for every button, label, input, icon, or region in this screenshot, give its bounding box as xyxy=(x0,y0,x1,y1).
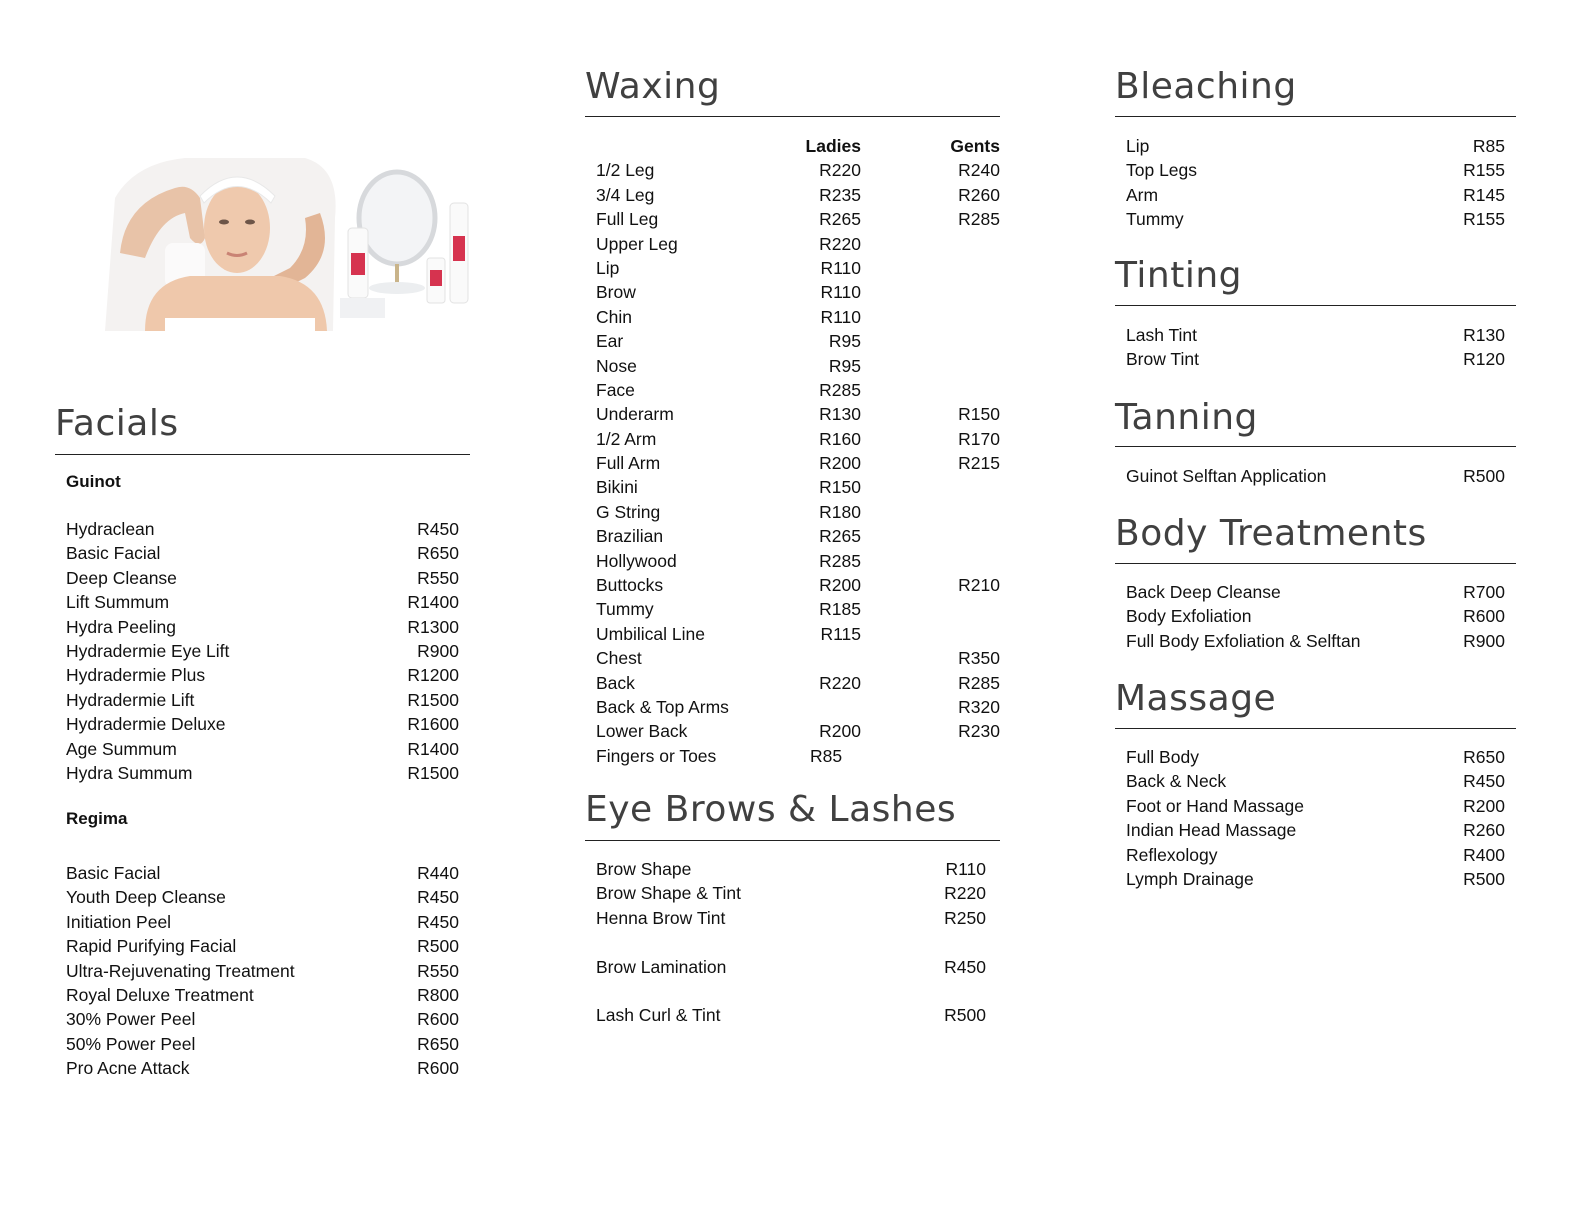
waxing-row: 1/2 Leg R220 R240 xyxy=(596,160,1000,181)
waxing-row: Umbilical Line R115 xyxy=(596,623,861,644)
waxing-row: Chin R110 xyxy=(596,306,861,327)
body-treatments-heading: Body Treatments xyxy=(1115,513,1427,554)
waxing-row: Fingers or Toes R85 xyxy=(596,745,843,766)
price-row: Rapid Purifying Facial R500 xyxy=(66,936,459,957)
guinot-subheading: Guinot xyxy=(66,472,121,491)
waxing-row: Back & Top Arms R320 xyxy=(596,696,1000,717)
waxing-row: Face R285 xyxy=(596,379,861,400)
price-row: Reflexology R400 xyxy=(1126,844,1505,865)
tanning-heading: Tanning xyxy=(1115,397,1258,438)
price-row: Hydradermie Eye Lift R900 xyxy=(66,640,459,661)
price-row: Deep Cleanse R550 xyxy=(66,567,459,588)
price-row: Brow Lamination R450 xyxy=(596,956,986,977)
gents-column-header: Gents xyxy=(950,136,1000,156)
waxing-column-headers xyxy=(596,134,1000,158)
price-row: Ultra-Rejuvenating Treatment R550 xyxy=(66,960,459,981)
tanning-list xyxy=(1126,464,1505,488)
eyebrows-divider xyxy=(585,840,1000,841)
waxing-row: Underarm R130 R150 xyxy=(596,404,1000,425)
facials-divider xyxy=(55,454,470,455)
price-row: Back & Neck R450 xyxy=(1126,771,1505,792)
facials-heading: Facials xyxy=(55,403,179,444)
waxing-row: Back R220 R285 xyxy=(596,672,1000,693)
ladies-column-header: Ladies xyxy=(805,136,861,156)
price-row: Hydraclean R450 xyxy=(66,519,459,539)
price-row: Lymph Drainage R500 xyxy=(1126,868,1505,889)
eyebrows-list xyxy=(596,857,986,1028)
facial-treatment-photo xyxy=(105,158,470,331)
price-row: Basic Facial R650 xyxy=(66,543,459,564)
price-row: Brow Shape & Tint R220 xyxy=(596,883,986,904)
bleaching-heading: Bleaching xyxy=(1115,66,1297,107)
body-treatments-divider xyxy=(1115,563,1516,564)
waxing-row: Hollywood R285 xyxy=(596,550,861,571)
price-row: Lift Summum R1400 xyxy=(66,592,459,613)
waxing-row: G String R180 xyxy=(596,501,861,522)
waxing-row: Upper Leg R220 xyxy=(596,233,861,254)
waxing-heading: Waxing xyxy=(585,66,721,107)
waxing-row: Full Leg R265 R285 xyxy=(596,209,1000,230)
waxing-row: Nose R95 xyxy=(596,355,861,376)
price-row: Lash Tint R130 xyxy=(1126,325,1505,345)
waxing-row: Brow R110 xyxy=(596,282,861,303)
waxing-row: Bikini R150 xyxy=(596,477,861,498)
waxing-row: 1/2 Arm R160 R170 xyxy=(596,428,1000,449)
tinting-divider xyxy=(1115,305,1516,306)
price-row: Hydra Summum R1500 xyxy=(66,762,459,783)
price-row: Tummy R155 xyxy=(1126,209,1505,230)
bleaching-divider xyxy=(1115,116,1516,117)
price-row: Age Summum R1400 xyxy=(66,738,459,759)
price-row: Full Body R650 xyxy=(1126,747,1505,767)
price-row: Back Deep Cleanse R700 xyxy=(1126,582,1505,602)
price-row: Henna Brow Tint R250 xyxy=(596,907,986,928)
facials-regima-items xyxy=(66,861,459,1081)
price-row: Lash Curl & Tint R500 xyxy=(596,1005,986,1026)
tinting-list xyxy=(1126,323,1505,372)
waxing-row: Brazilian R265 xyxy=(596,526,861,547)
price-row: Initiation Peel R450 xyxy=(66,911,459,932)
waxing-row: 3/4 Leg R235 R260 xyxy=(596,184,1000,205)
regima-subheading: Regima xyxy=(66,809,128,828)
price-row: Top Legs R155 xyxy=(1126,160,1505,181)
price-row: Foot or Hand Massage R200 xyxy=(1126,795,1505,816)
facials-guinot-items xyxy=(66,517,459,785)
price-row: Basic Facial R440 xyxy=(66,863,459,883)
price-row: Arm R145 xyxy=(1126,184,1505,205)
eyebrows-heading: Eye Brows & Lashes xyxy=(585,789,957,830)
facials-regima-heading-wrap xyxy=(66,807,459,831)
price-row: Guinot Selftan Application R500 xyxy=(1126,466,1505,486)
waxing-row: Tummy R185 xyxy=(596,599,861,620)
price-row: Hydra Peeling R1300 xyxy=(66,616,459,637)
price-row: Body Exfoliation R600 xyxy=(1126,606,1505,627)
waxing-divider xyxy=(585,116,1000,117)
waxing-row: Ear R95 xyxy=(596,331,861,352)
facials-guinot-list xyxy=(66,470,459,517)
bleaching-list xyxy=(1126,134,1505,232)
tanning-divider xyxy=(1115,446,1516,447)
price-row: Hydradermie Deluxe R1600 xyxy=(66,714,459,735)
waxing-row: Lower Back R200 R230 xyxy=(596,721,1000,742)
price-row: 30% Power Peel R600 xyxy=(66,1009,459,1030)
price-row: Lip R85 xyxy=(1126,136,1505,156)
waxing-row: Buttocks R200 R210 xyxy=(596,575,1000,596)
price-row: Brow Shape R110 xyxy=(596,859,986,879)
price-row: Pro Acne Attack R600 xyxy=(66,1058,459,1079)
waxing-row: Chest R350 xyxy=(596,648,1000,669)
massage-list xyxy=(1126,745,1505,891)
massage-heading: Massage xyxy=(1115,678,1277,719)
price-row: Hydradermie Lift R1500 xyxy=(66,689,459,710)
waxing-table xyxy=(596,134,1000,768)
price-row: Brow Tint R120 xyxy=(1126,349,1505,370)
price-row: 50% Power Peel R650 xyxy=(66,1033,459,1054)
price-row: Royal Deluxe Treatment R800 xyxy=(66,984,459,1005)
waxing-row: Lip R110 xyxy=(596,257,861,278)
body-treatments-list xyxy=(1126,580,1505,653)
massage-divider xyxy=(1115,728,1516,729)
price-row: Hydradermie Plus R1200 xyxy=(66,665,459,686)
price-row: Full Body Exfoliation & Selftan R900 xyxy=(1126,630,1505,651)
price-row: Youth Deep Cleanse R450 xyxy=(66,887,459,908)
price-row: Indian Head Massage R260 xyxy=(1126,820,1505,841)
waxing-row: Full Arm R200 R215 xyxy=(596,453,1000,474)
tinting-heading: Tinting xyxy=(1115,255,1242,296)
